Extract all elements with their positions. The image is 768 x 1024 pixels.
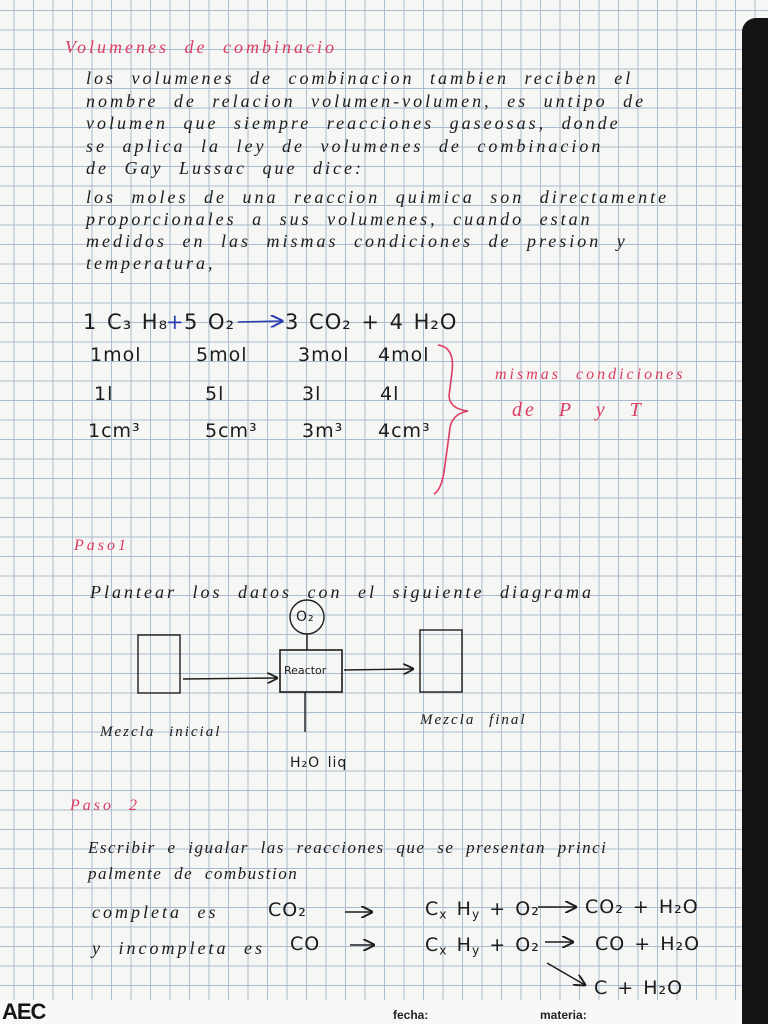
initial-mixture-label: Mezcla inicial: [100, 724, 222, 740]
product-arrow-icon: [344, 669, 413, 670]
complete-combustion-result: CO₂ + H₂O: [585, 896, 699, 918]
ratio-cell: 5l: [205, 383, 225, 405]
ratio-cell: 3l: [302, 383, 322, 405]
carbon-symbol: C: [425, 934, 440, 956]
equation-reactant-propane: 1 C₃ H₈: [83, 310, 169, 334]
oxygen-reactant: + O₂: [489, 934, 540, 956]
law-paragraph: [86, 186, 669, 274]
subject-label: materia:: [540, 1008, 587, 1022]
text-line: temperatura,: [86, 253, 216, 273]
final-mixture-box: [420, 630, 462, 692]
reactor-label: Reactor: [284, 664, 327, 677]
incomplete-combustion-result: CO + H₂O: [595, 933, 701, 955]
ratio-cell: 5mol: [196, 344, 248, 366]
text-line: nombre de relacion volumen-volumen, es untipo de: [86, 90, 647, 111]
ratio-cell: 4cm³: [378, 420, 431, 442]
ratio-cell: 4mol: [378, 344, 430, 366]
text-line: proporcionales a sus volumenes, cuando estan: [86, 209, 593, 229]
curly-brace-icon: [434, 345, 468, 494]
brand-logo: AEC: [2, 1000, 46, 1024]
feed-arrow-icon: [183, 678, 277, 679]
hydrogen-symbol: H: [456, 898, 472, 920]
ratio-cell: 1l: [94, 383, 114, 405]
ratio-cell: 1cm³: [88, 420, 141, 442]
equation-reactant-oxygen: 5 O₂: [184, 310, 235, 334]
notebook-binding-edge: [742, 18, 768, 1024]
step-1-text: Plantear los datos con el siguiente diagrama: [90, 582, 594, 602]
oxygen-input-label: O₂: [296, 609, 315, 625]
incomplete-combustion-product: CO: [290, 933, 321, 955]
equation-arrow-icon: [238, 321, 282, 322]
equation-products: 3 CO₂ + 4 H₂O: [285, 310, 458, 334]
text-line: los volumenes de combinacion tambien reciben el: [86, 68, 634, 88]
subscript-y: y: [471, 907, 481, 922]
definition-paragraph: [86, 67, 646, 180]
text-line: volumen que siempre reacciones gaseosas, donde: [86, 113, 621, 133]
oxygen-reactant: + O₂: [489, 898, 540, 920]
text-line: medidos en las mismas condiciones de presion y: [86, 231, 628, 251]
ratio-cell: 4l: [380, 383, 400, 405]
step-2-text: palmente de combustion: [88, 864, 299, 883]
soot-combustion-result: C + H₂O: [594, 977, 684, 999]
complete-combustion-label: completa es: [92, 902, 219, 922]
text-line: los moles de una reaccion quimica son directamente: [86, 187, 670, 207]
ratio-cell: 5cm³: [205, 420, 258, 442]
final-mixture-label: Mezcla final: [420, 712, 527, 728]
incomplete-combustion-label: y incompleta es: [92, 938, 265, 958]
hydrocarbon-reactant: [425, 934, 540, 958]
text-line: se aplica la ley de volumenes de combinacion: [86, 135, 604, 156]
conditions-note-pt: de P y T: [512, 399, 644, 421]
branch-arrow-icon: [547, 963, 585, 985]
page-title: Volumenes de combinacio: [65, 37, 337, 57]
date-label: fecha:: [393, 1008, 429, 1022]
ratio-cell: 3m³: [302, 420, 344, 442]
initial-mixture-box: [138, 635, 180, 693]
step-1-heading: Paso1: [74, 537, 129, 554]
complete-combustion-product: CO₂: [268, 899, 307, 921]
text-line: de Gay Lussac que dice:: [86, 158, 364, 178]
equation-plus-sign: +: [166, 310, 185, 334]
ratio-cell: 1mol: [90, 344, 142, 366]
water-output-label: H₂O liq: [290, 755, 348, 771]
subscript-x: x: [439, 907, 448, 922]
subscript-y: y: [471, 943, 481, 958]
ratio-cell: 3mol: [298, 344, 350, 366]
hydrogen-symbol: H: [456, 934, 472, 956]
carbon-symbol: C: [425, 898, 440, 920]
hydrocarbon-reactant: [425, 898, 540, 922]
page-footer: [0, 1000, 768, 1024]
step-2-heading: Paso 2: [70, 797, 140, 814]
subscript-x: x: [439, 943, 448, 958]
step-2-text: Escribir e igualar las reacciones que se presentan princi: [88, 838, 608, 857]
conditions-note: mismas condiciones: [495, 366, 686, 383]
